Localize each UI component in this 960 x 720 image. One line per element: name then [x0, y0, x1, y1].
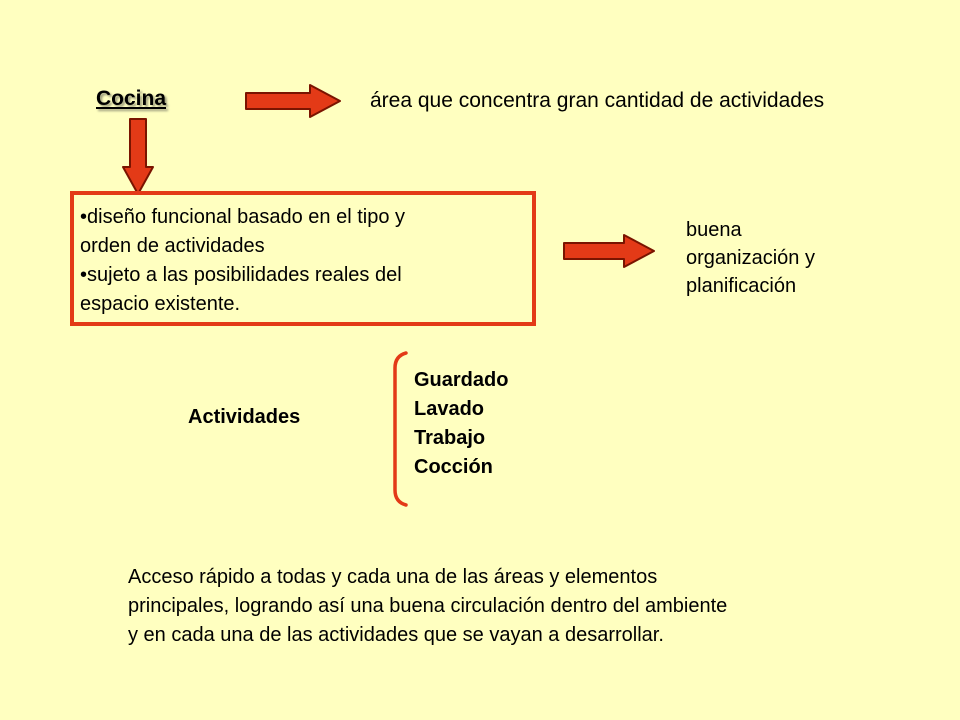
footer-paragraph: [128, 563, 858, 650]
right-arrow-icon: [244, 84, 344, 118]
activity-item: Cocción: [414, 456, 493, 478]
activities-label: Actividades: [188, 406, 301, 428]
result-line: planificación: [686, 275, 797, 297]
down-arrow-icon: [122, 117, 154, 197]
left-brace-icon: [386, 350, 410, 508]
activity-item: Guardado: [414, 369, 509, 391]
activity-item: Lavado: [414, 398, 485, 420]
footer-line: Acceso rápido a todas y cada una de las áreas y elementos: [128, 566, 658, 588]
design-line: orden de actividades: [80, 235, 265, 257]
design-line: •diseño funcional basado en el tipo y: [80, 206, 406, 228]
cocina-definition: área que concentra gran cantidad de actividades: [370, 89, 825, 112]
design-line: •sujeto a las posibilidades reales del: [80, 264, 402, 286]
result-line: organización y: [686, 247, 815, 269]
activities-list: [414, 366, 508, 482]
design-line: espacio existente.: [80, 293, 241, 315]
right-arrow-icon: [562, 234, 662, 268]
cocina-title: Cocina: [96, 87, 167, 110]
result-line: buena: [686, 219, 742, 241]
result-text: [686, 216, 866, 300]
footer-line: y en cada una de las actividades que se vayan a desarrollar.: [128, 624, 664, 646]
activity-item: Trabajo: [414, 427, 486, 449]
design-criteria-text: [80, 203, 520, 319]
footer-line: principales, logrando así una buena circulación dentro del ambiente: [128, 595, 728, 617]
